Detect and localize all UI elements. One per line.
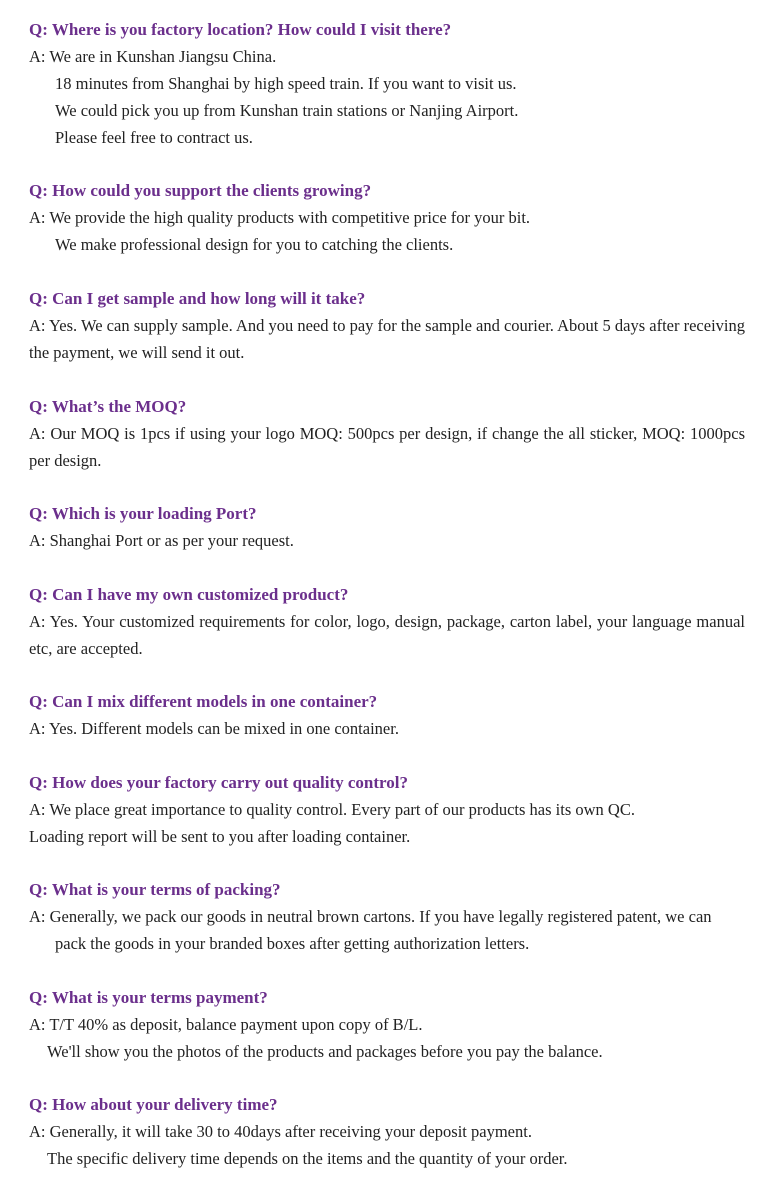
answer-line: A: Yes. Different models can be mixed in one container. xyxy=(29,719,399,738)
answer-line: The specific delivery time depends on the items and the quantity of your order. xyxy=(47,1149,568,1168)
answer-line: We could pick you up from Kunshan train stations or Nanjing Airport. xyxy=(55,101,519,120)
answer-line: A: Generally, we pack our goods in neutral brown cartons. If you have legally registered patent, we can xyxy=(29,907,712,926)
faq-item-loading-port xyxy=(29,500,745,554)
question: Q: How could you support the clients growing? xyxy=(29,181,372,200)
faq-item-delivery-time xyxy=(29,1091,745,1172)
answer-line: Please feel free to contract us. xyxy=(55,128,253,147)
answer-line: A: We are in Kunshan Jiangsu China. xyxy=(29,47,277,66)
answer-line: pack the goods in your branded boxes after getting authorization letters. xyxy=(55,934,530,953)
question: Q: What is your terms payment? xyxy=(29,988,268,1007)
faq-item-quality-control xyxy=(29,769,745,850)
faq-item-support-clients xyxy=(29,177,745,258)
question: Q: How about your delivery time? xyxy=(29,1095,278,1114)
faq-item-mix-models xyxy=(29,688,745,742)
question: Q: Can I get sample and how long will it take? xyxy=(29,289,366,308)
faq-item-factory-location xyxy=(29,16,745,151)
question: Q: Which is your loading Port? xyxy=(29,504,257,523)
question: Q: What is your terms of packing? xyxy=(29,880,281,899)
answer-line: A: Shanghai Port or as per your request. xyxy=(29,531,294,550)
faq-item-moq xyxy=(29,393,745,474)
answer-line: We'll show you the photos of the products and packages before you pay the balance. xyxy=(47,1042,603,1061)
answer-line: A: We provide the high quality products with competitive price for your bit. xyxy=(29,208,531,227)
faq-item-customized-product xyxy=(29,581,745,662)
answer-line: We make professional design for you to catching the clients. xyxy=(55,235,454,254)
answer-paragraph: A: Yes. Your customized requirements for color, logo, design, package, carton label, your language manual etc, are accepted. xyxy=(29,612,745,658)
answer-paragraph: A: Yes. We can supply sample. And you need to pay for the sample and courier. About 5 days after receiving the payment, we will send it out. xyxy=(29,316,745,362)
answer-line: A: T/T 40% as deposit, balance payment upon copy of B/L. xyxy=(29,1015,423,1034)
question: Q: Where is you factory location? How could I visit there? xyxy=(29,20,452,39)
answer-line: A: Generally, it will take 30 to 40days after receiving your deposit payment. xyxy=(29,1122,532,1141)
faq-item-payment xyxy=(29,984,745,1065)
faq-item-sample xyxy=(29,285,745,366)
answer-paragraph: A: Our MOQ is 1pcs if using your logo MOQ: 500pcs per design, if change the all sticker, MOQ: 1000pcs per design. xyxy=(29,424,745,470)
answer-line: Loading report will be sent to you after loading container. xyxy=(29,827,411,846)
question: Q: How does your factory carry out quality control? xyxy=(29,773,408,792)
faq-item-packing xyxy=(29,876,745,957)
question: Q: Can I mix different models in one container? xyxy=(29,692,378,711)
question: Q: Can I have my own customized product? xyxy=(29,585,349,604)
answer-line: A: We place great importance to quality control. Every part of our products has its own QC. xyxy=(29,800,635,819)
answer-line: 18 minutes from Shanghai by high speed train. If you want to visit us. xyxy=(55,74,517,93)
question: Q: What’s the MOQ? xyxy=(29,397,187,416)
